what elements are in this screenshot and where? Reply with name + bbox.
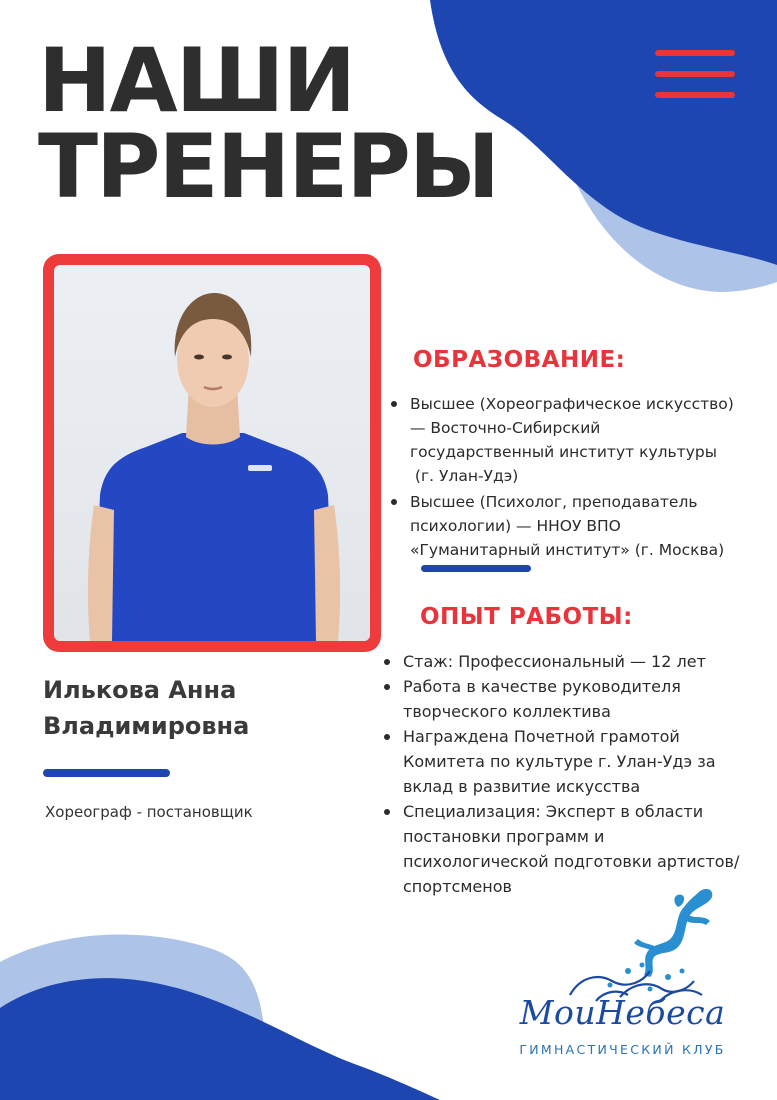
education-list — [390, 392, 750, 564]
experience-item-line: психологической подготовки артистов/ — [403, 852, 740, 871]
eye — [194, 355, 204, 360]
coach-role: Хореограф - постановщик — [45, 803, 253, 821]
experience-item — [383, 674, 763, 724]
menu-bar — [655, 50, 735, 56]
education-heading: ОБРАЗОВАНИЕ: — [413, 347, 626, 373]
experience-item — [383, 649, 763, 674]
coach-name — [43, 672, 363, 744]
experience-item-line: Работа в качестве руководителя — [403, 677, 681, 696]
education-item-line: Высшее (Психолог, преподаватель — [410, 493, 698, 511]
page-title — [38, 29, 499, 218]
experience-item-line: Награждена Почетной грамотой — [403, 727, 680, 746]
section-divider — [421, 565, 531, 572]
club-logo — [500, 885, 745, 1070]
education-item-line: государственный институт культуры — [410, 443, 717, 461]
education-item-line: психологии) — ННОУ ВПО — [410, 517, 621, 535]
eye — [222, 355, 232, 360]
experience-item-line: Комитета по культуре г. Улан-Удэ за — [403, 752, 716, 771]
coach-portrait-illustration — [54, 265, 370, 641]
page-title-line-1: НАШИ — [38, 29, 355, 132]
experience-item-line: Специализация: Эксперт в области — [403, 802, 704, 821]
gymnast-silhouette-icon — [500, 885, 745, 1005]
coach-name-line-2: Владимировна — [43, 712, 250, 740]
left-arm — [314, 505, 340, 641]
education-item-line: Высшее (Хореографическое искусство) — [410, 395, 734, 413]
right-arm — [88, 505, 114, 641]
menu-bar — [655, 92, 735, 98]
experience-heading: ОПЫТ РАБОТЫ: — [420, 604, 633, 630]
logo-script-text: МоиНебеса — [519, 993, 726, 1032]
torso — [94, 433, 334, 641]
experience-item-line: спортсменов — [403, 877, 512, 896]
education-item-line: (г. Улан-Удэ) — [410, 467, 519, 485]
experience-list — [383, 649, 763, 899]
logo-subtitle: ГИМНАСТИЧЕСКИЙ КЛУБ — [519, 1042, 726, 1057]
experience-item — [383, 799, 763, 899]
experience-item-line: постановки программ и — [403, 827, 605, 846]
page-title-line-2: ТРЕНЕРЫ — [38, 115, 499, 218]
coach-photo-frame — [43, 254, 381, 652]
education-item — [390, 490, 750, 562]
education-item — [390, 392, 750, 488]
name-divider — [43, 769, 170, 777]
experience-item-line: Стаж: Профессиональный — 12 лет — [403, 652, 706, 671]
experience-item-line: вклад в развитие искусства — [403, 777, 641, 796]
education-item-line: — Восточно-Сибирский — [410, 419, 601, 437]
shirt-logo-mark — [248, 465, 272, 471]
coach-photo — [54, 265, 370, 641]
hamburger-menu-icon[interactable] — [655, 50, 735, 98]
menu-bar — [655, 71, 735, 77]
experience-item-line: творческого коллектива — [403, 702, 611, 721]
education-item-line: «Гуманитарный институт» (г. Москва) — [410, 541, 725, 559]
coach-name-line-1: Илькова Анна — [43, 676, 237, 704]
experience-item — [383, 724, 763, 799]
